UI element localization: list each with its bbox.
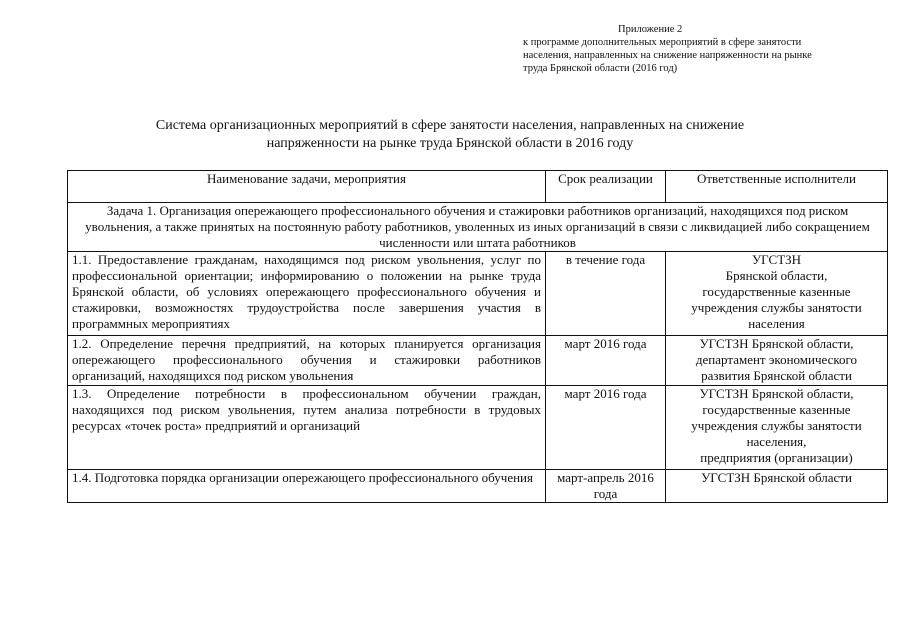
task-1-text: Задача 1. Организация опережающего профессионального обучения и стажировки работников организаций, находящихся под риском увольнения, а также принятых на постоянную работу работников, уволенных из иных организаций в связи с ликвидацией либо сокращением численности или штата работников (68, 203, 888, 252)
executor-line: учреждения службы занятости (691, 300, 862, 315)
document-title-line: напряженности на рынке труда Брянской области в 2016 году (266, 136, 634, 151)
measure-text: 1.2. Определение перечня предприятий, на которых планируется организация опережающего профессионального обучения и стажировки работников организаций, находящихся под риском увольнения (68, 336, 546, 386)
header-executors: Ответственные исполнители (666, 171, 888, 203)
measure-executors (666, 470, 888, 503)
measure-term: в течение года (546, 252, 666, 336)
table-header-row (68, 171, 888, 203)
measure-term: март-апрель 2016 года (546, 470, 666, 503)
measures-table (67, 170, 888, 503)
executor-line: УГСТЗН Брянской области, (699, 336, 854, 351)
table-row (68, 336, 888, 386)
executor-line: развития Брянской области (701, 368, 852, 383)
measure-term: март 2016 года (546, 386, 666, 470)
executor-line: департамент экономического (695, 352, 858, 367)
executor-line: населения (748, 316, 805, 331)
executor-line: населения, (746, 434, 807, 449)
table-row (68, 386, 888, 470)
measure-text: 1.4. Подготовка порядка организации опережающего профессионального обучения (68, 470, 546, 503)
executor-line: государственные казенные (702, 284, 851, 299)
document-title (100, 117, 800, 153)
measure-executors (666, 336, 888, 386)
header-term: Срок реализации (546, 171, 666, 203)
executor-line: УГСТЗН Брянской области, (699, 386, 854, 401)
header-task-name: Наименование задачи, мероприятия (68, 171, 546, 203)
executor-line: предприятия (организации) (700, 450, 853, 465)
measure-text: 1.1. Предоставление гражданам, находящимся под риском увольнения, услуг по профессиональной ориентации; информированию о положении на рынке труда Брянской области, об условиях опережающего профессионального обучения и стажировки, возможностях трудоустройства после завершения участия в программных мероприятиях (68, 252, 546, 336)
appendix-note (523, 23, 863, 75)
executor-line: учреждения службы занятости (691, 418, 862, 433)
measure-executors (666, 386, 888, 470)
appendix-line: населения, направленных на снижение напряженности на рынке (523, 50, 812, 61)
measure-text: 1.3. Определение потребности в профессиональном обучении граждан, находящихся под риском увольнения, путем анализа потребности в трудовых ресурсах «точек роста» предприятий и организаций (68, 386, 546, 470)
executor-line: УГСТЗН (751, 252, 802, 267)
appendix-line: труда Брянской области (2016 год) (523, 63, 678, 74)
table-row (68, 470, 888, 503)
task-row (68, 203, 888, 252)
executor-line: Брянской области, (725, 268, 828, 283)
executor-line: УГСТЗН Брянской области (701, 470, 852, 485)
appendix-line: к программе дополнительных мероприятий в сфере занятости (523, 37, 802, 48)
measure-term: март 2016 года (546, 336, 666, 386)
measure-executors (666, 252, 888, 336)
document-title-line: Система организационных мероприятий в сфере занятости населения, направленных на снижение (155, 118, 745, 133)
table-row (68, 252, 888, 336)
appendix-title: Приложение 2 (618, 24, 683, 35)
executor-line: государственные казенные (702, 402, 851, 417)
